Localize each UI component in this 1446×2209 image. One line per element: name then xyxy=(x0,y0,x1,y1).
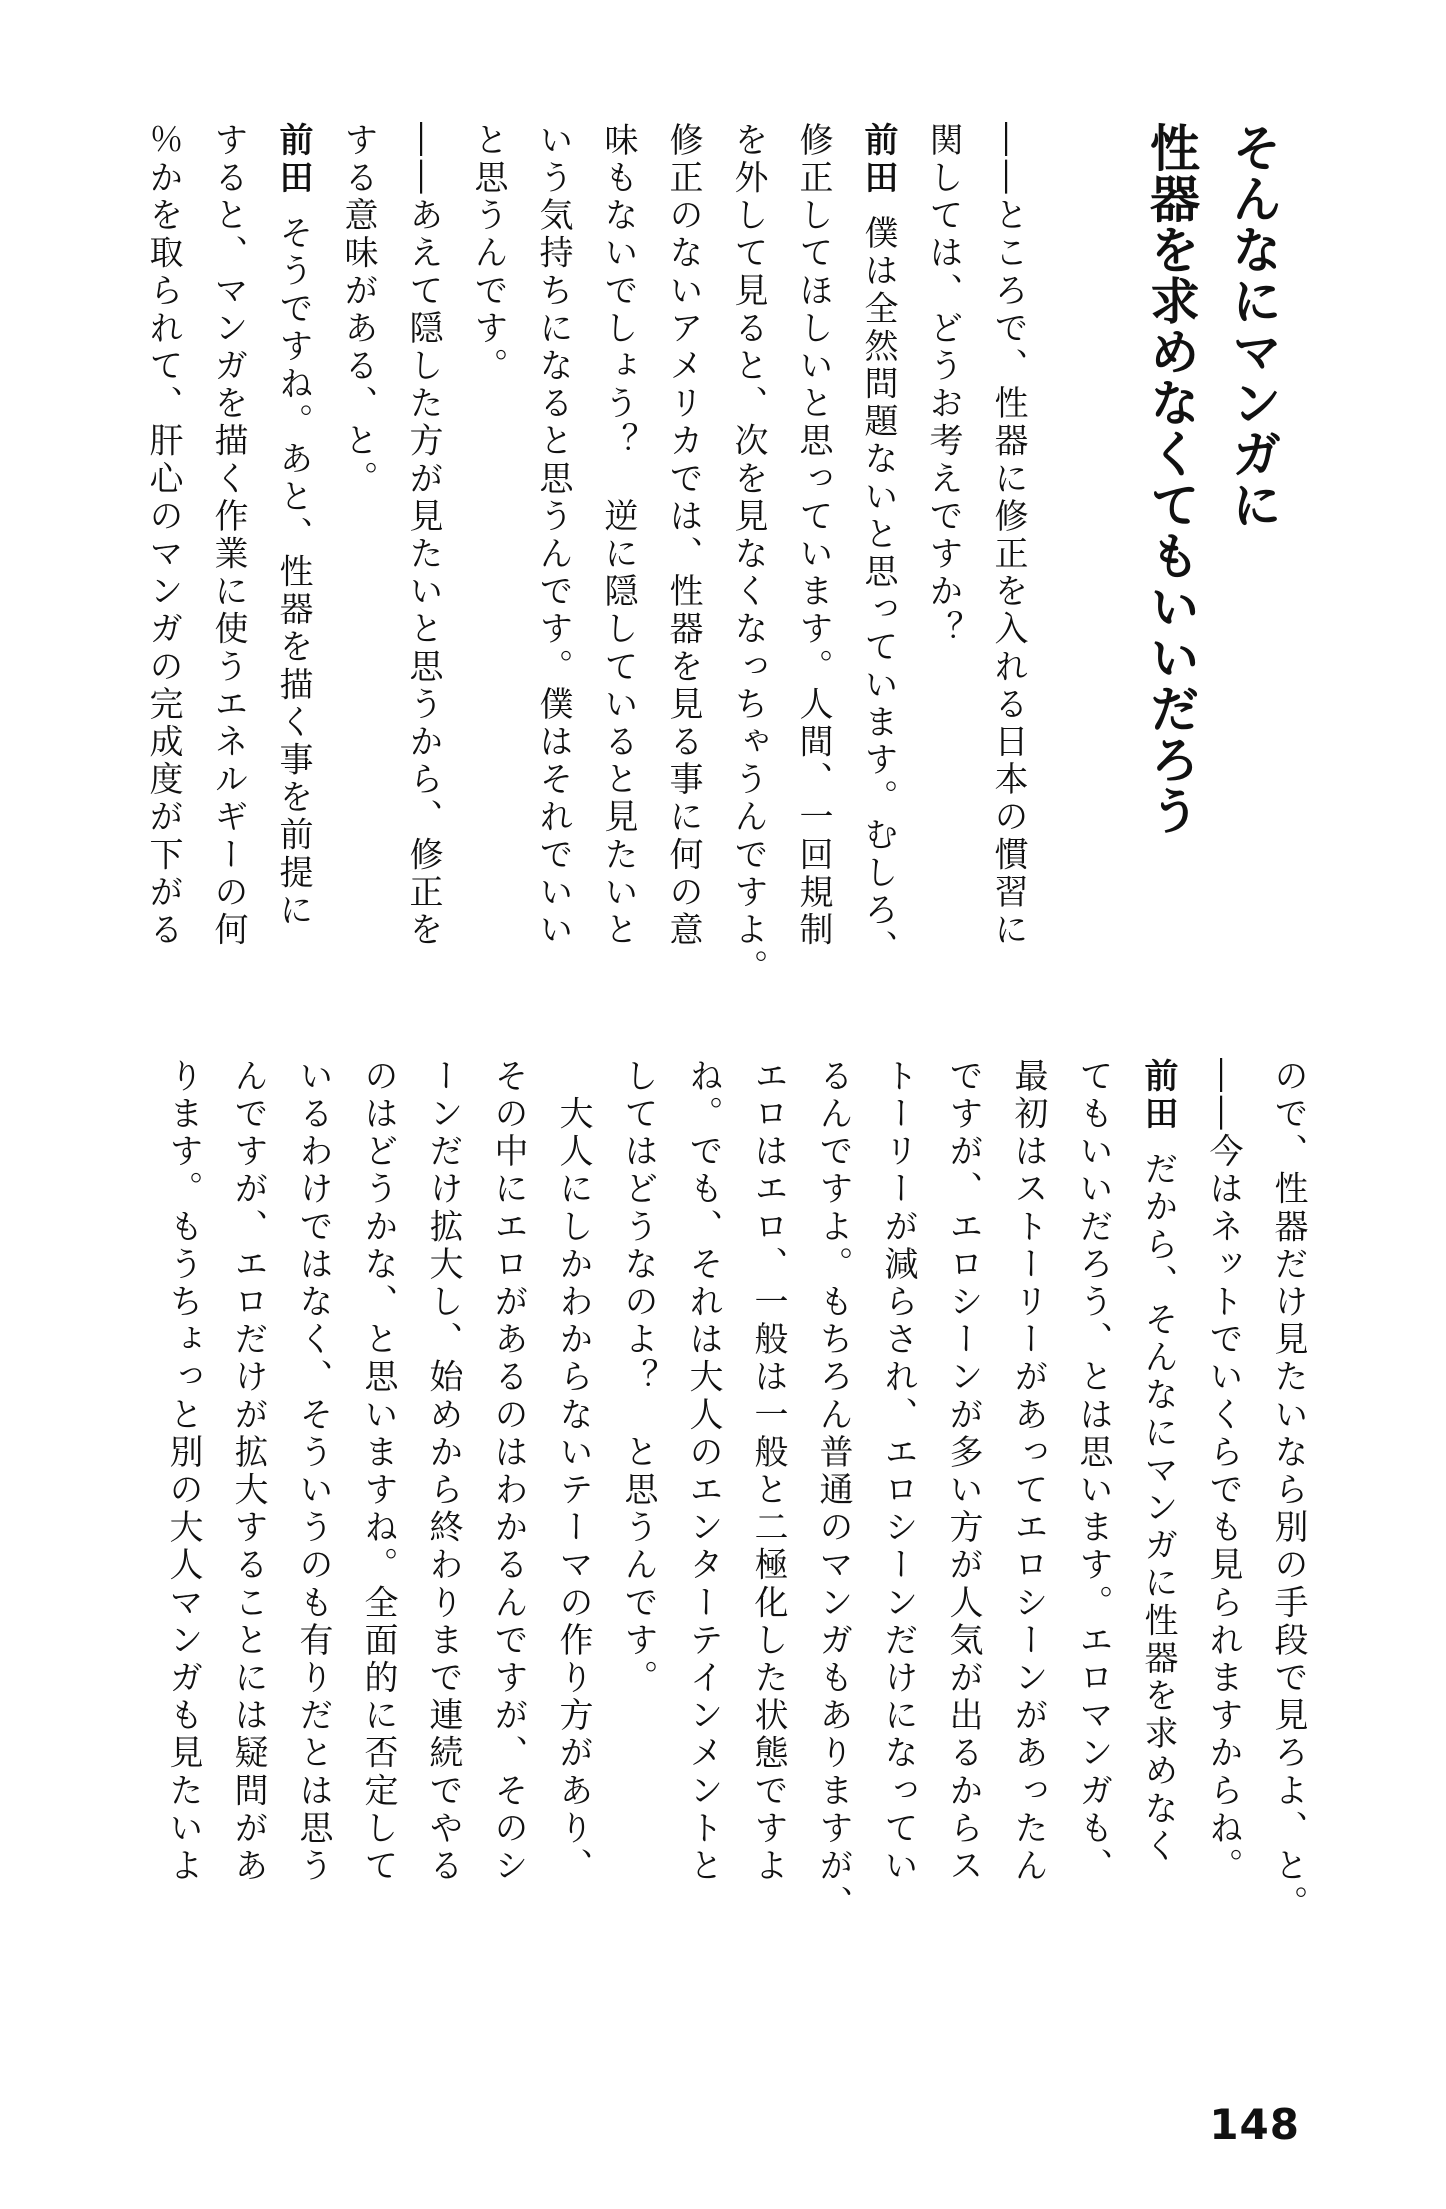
text-line-content: だから、そんなにマンガに性器を求めなく xyxy=(1138,1151,1178,1866)
text-line: ――あえて隠した方が見たいと思うから、修正を xyxy=(403,122,443,950)
text-line-content: 僕は全然問題ないと思っています。むしろ、 xyxy=(858,215,898,968)
text-line: 修正のないアメリカでは、性器を見る事に何の意 xyxy=(663,122,703,950)
text-line: エロはエロ、一般は一般と二極化した状態ですよ xyxy=(748,1058,788,1886)
speaker-label: 前田 xyxy=(1138,1058,1178,1134)
text-line: トーリーが減らされ、エロシーンだけになってい xyxy=(878,1058,918,1886)
text-line: ――ところで、性器に修正を入れる日本の慣習に xyxy=(988,122,1028,950)
text-line: のはどうかな、と思いますね。全面的に否定して xyxy=(358,1058,398,1886)
text-line xyxy=(1125,1058,1190,1958)
speaker-label: 前田 xyxy=(273,122,313,198)
text-line: ーンだけ拡大し、始めから終わりまで連続でやる xyxy=(423,1058,463,1886)
body-text-lower xyxy=(140,1058,1320,1958)
text-line xyxy=(845,122,910,1012)
text-line: 最初はストーリーがあってエロシーンがあったん xyxy=(1008,1058,1048,1886)
text-line: いるわけではなく、そういうのも有りだとは思う xyxy=(293,1058,333,1886)
section-heading xyxy=(1130,122,1294,882)
text-line: 関しては、どうお考えですか？ xyxy=(923,122,963,649)
text-line: その中にエロがあるのはわかるんですが、そのシ xyxy=(488,1058,528,1886)
heading-line-2: 性器を求めなくてもいいだろう xyxy=(1142,122,1200,836)
text-line: 修正してほしいと思っています。人間、一回規制 xyxy=(793,122,833,950)
text-line: んですが、エロだけが拡大することには疑問があ xyxy=(228,1058,268,1886)
text-line xyxy=(260,122,325,1012)
text-line: と思うんです。 xyxy=(468,122,508,386)
text-line: すると、マンガを描く作業に使うエネルギーの何 xyxy=(208,122,248,950)
body-text-upper xyxy=(140,122,1040,1012)
text-line: るんですよ。もちろん普通のマンガもありますが、 xyxy=(813,1058,853,1923)
text-line: する意味がある、と。 xyxy=(338,122,378,498)
text-line-content: そうですね。あと、性器を描く事を前提に xyxy=(273,215,313,930)
text-line: いう気持ちになると思うんです。僕はそれでいい xyxy=(533,122,573,950)
heading-line-1: そんなにマンガに xyxy=(1224,122,1282,530)
text-line: ので、性器だけ見たいなら別の手段で見ろよ、と。 xyxy=(1268,1058,1308,1923)
speaker-label: 前田 xyxy=(858,122,898,198)
text-line: 大人にしかわからないテーマの作り方があり、 xyxy=(553,1058,593,1886)
text-line: ね。でも、それは大人のエンターテインメントと xyxy=(683,1058,723,1886)
text-line: てもいいだろう、とは思います。エロマンガも、 xyxy=(1073,1058,1113,1886)
text-line: ％かを取られて、肝心のマンガの完成度が下がる xyxy=(143,122,183,950)
text-line: ――今はネットでいくらでも見られますからね。 xyxy=(1203,1058,1243,1886)
text-line: を外して見ると、次を見なくなっちゃうんですよ。 xyxy=(728,122,768,987)
text-line: 味もないでしょう？ 逆に隠していると見たいと xyxy=(598,122,638,950)
text-line: ります。もうちょっと別の大人マンガも見たいよ xyxy=(163,1058,203,1886)
page-number: 148 xyxy=(1209,2100,1300,2149)
text-line: してはどうなのよ？ と思うんです。 xyxy=(618,1058,658,1698)
text-line: ですが、エロシーンが多い方が人気が出るからス xyxy=(943,1058,983,1886)
